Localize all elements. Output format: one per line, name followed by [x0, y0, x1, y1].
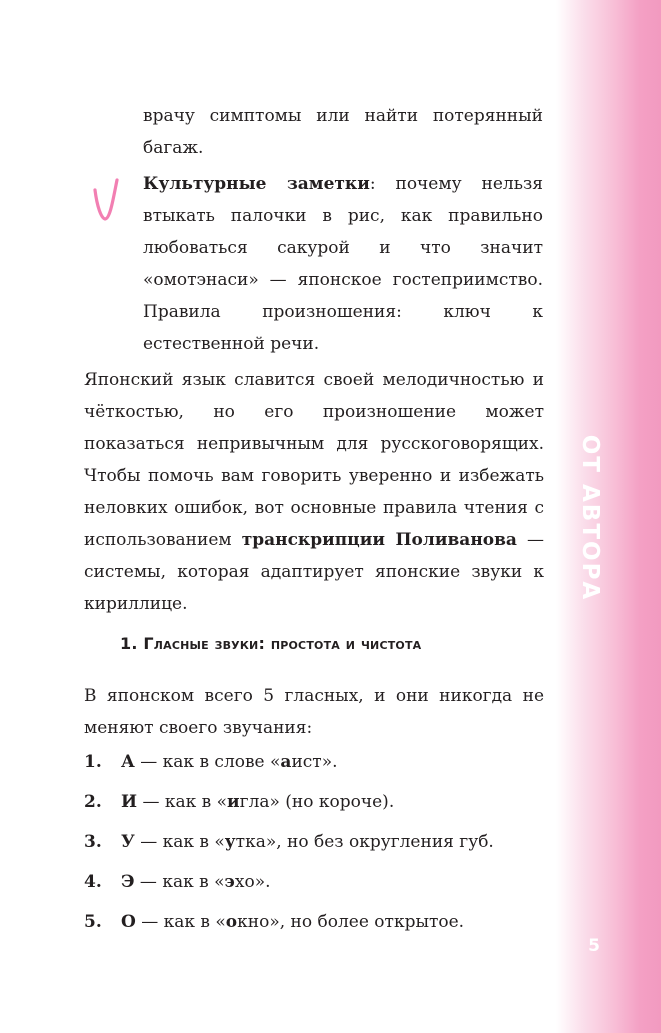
vowel-letter: А [121, 752, 135, 772]
vowel-description: — как в « [134, 832, 225, 852]
vowels-intro: В японском всего 5 гласных, и они никогда не меняют своего звучания: [84, 686, 544, 738]
intro-paragraph [84, 364, 544, 620]
vowel-letter: О [121, 912, 136, 932]
vowel-description-end: хо». [234, 872, 271, 892]
vowel-description: — как в « [134, 872, 225, 892]
vowel-highlight: а [280, 752, 292, 772]
cultural-notes-term: Культурные заметки [143, 174, 370, 194]
list-number: 5. [84, 912, 102, 932]
cultural-notes-text: : почему нельзя втыкать палочки в рис, как правильно любоваться сакурой и что значит «омотэнаси» — японское гостеприимство. Правила произношения: ключ к естественной речи. [143, 174, 543, 354]
section-heading: 1. Гласные звуки: простота и чистота [120, 634, 422, 653]
vowel-description: — как в слове « [134, 752, 281, 772]
paragraph-bold-term: транскрипции Поливанова [241, 530, 517, 550]
paragraph-part1: Японский язык славится своей мелодичностью и чёткостью, но его произношение может показаться непривычным для русскоговорящих. Чтобы помочь вам говорить уверенно и избежать неловких ошибок, вот основные правила чтения с использованием [84, 370, 544, 550]
vowel-highlight: и [227, 792, 240, 812]
side-band [556, 0, 661, 1033]
vowel-description: — как в « [135, 912, 226, 932]
page-number: 5 [588, 936, 600, 956]
check-mark-icon [91, 176, 125, 224]
vowel-description-end: ист». [291, 752, 338, 772]
vowel-list-item [84, 790, 544, 814]
vowel-description: — как в « [137, 792, 228, 812]
list-number: 1. [84, 752, 102, 772]
vowel-description-end: кно», но более открытое. [237, 912, 465, 932]
vowel-highlight: у [224, 832, 236, 852]
vowel-list-item [84, 910, 544, 934]
vowel-list-item [84, 870, 544, 894]
list-number: 3. [84, 832, 102, 852]
vowel-description-end: тка», но без округления губ. [235, 832, 494, 852]
vowel-highlight: о [225, 912, 238, 932]
vowel-highlight: э [224, 872, 235, 892]
side-section-title [578, 428, 602, 608]
cultural-notes [143, 168, 543, 360]
vowel-letter: И [121, 792, 138, 812]
vowel-letter: У [121, 832, 135, 852]
side-title-text: ОТ АВТОРА [577, 434, 604, 602]
list-number: 2. [84, 792, 102, 812]
vowel-letter: Э [121, 872, 135, 892]
intro-continuation: врачу симптомы или найти потерянный багаж. [143, 106, 543, 158]
vowel-description-end: гла» (но короче). [239, 792, 395, 812]
list-number: 4. [84, 872, 102, 892]
vowel-list-item [84, 750, 544, 774]
vowel-list-item [84, 830, 544, 854]
paragraph-part2: — системы, которая адаптирует японские звуки к кириллице. [84, 530, 544, 614]
